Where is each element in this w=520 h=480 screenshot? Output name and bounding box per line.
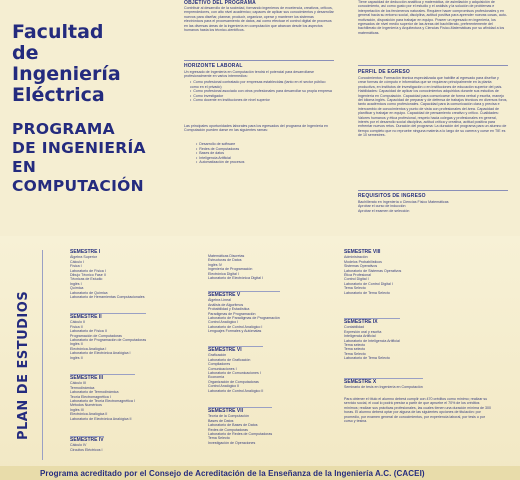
list-item: • Como investigador	[190, 94, 335, 99]
faculty-title	[12, 22, 177, 106]
course-item: Economía	[208, 375, 225, 380]
course-item: Electrónica Digital I	[208, 271, 239, 276]
course-item: Métodos Numéricos	[70, 403, 102, 408]
course-item: Inglés II	[70, 342, 83, 347]
course-item: Laboratorio de Redes de Computadoras	[208, 432, 273, 437]
semestre-2	[70, 313, 146, 360]
course-item: Investigación de Operaciones	[208, 440, 256, 445]
course-item: Programación de Computadoras	[70, 333, 122, 338]
list-item: • Inteligencia Artificial	[196, 156, 326, 161]
course-item: Técnicas de Estudio	[70, 277, 103, 282]
course-item: Laboratorio de Herramientas Computacionales	[70, 295, 145, 300]
semestre-10	[344, 378, 423, 390]
course-item: Inglés II	[70, 355, 83, 360]
section-divider	[358, 65, 508, 66]
course-item: Laboratorio de Graficación	[208, 357, 251, 362]
course-item: Análisis de Algoritmos	[208, 302, 244, 307]
semestre-title: SEMESTRE VII	[208, 407, 272, 413]
course-item: Inglés III	[70, 407, 84, 412]
perfil-egreso-text: Conocimientos: Formación técnica especializada que habilite al egresado para diseñar y crear formas de cómputo e informática que se requieran principalmente en la planta productiva, en institutos de investigación o en instituciones de educación superior del país. Habilidades: Capacidad de aplicar los conocimientos adquiridos durante sus estudios de Ingeniería en Computación. Capacidad para comunicarse de forma verbal y escrita, manejo del idioma inglés. Capacidad de preparar y de defensa de trabajos técnicos en diversos foros, tanto académicos como profesionales. Capacidad para la comunicación clara y precisa e intercambio de conocimientos y punto de vista con profesionales del área. Capacidad de planificar y trabajar en equipo. Capacidad de pensamiento creativo y crítico. Cualidades: Valores humanos y ética profesional, respeto hacia colegas y profesionales en general, interés por el desarrollo social disciplina, actitud crítica y creativa, actitud positiva para enfrentar nuevos retos. Duración del programa: La duración del programa para un alumno de tiempo completo que no repruebe ninguna materia a lo largo de su carrera y curse en TIE es de 10 semestres.	[358, 76, 508, 138]
course-item: Tema Selecto	[344, 286, 366, 291]
course-item: Control Digital I	[344, 277, 369, 282]
course-item: Laboratorio de Control Digital I	[344, 281, 393, 286]
semestre-6	[208, 346, 263, 393]
plan-title-text: PLAN DE ESTUDIOS	[16, 290, 31, 440]
faculty-title-line: Eléctrica	[12, 84, 105, 106]
course-item: Álgebra Lineal	[208, 298, 231, 303]
semestre-4	[70, 436, 104, 452]
objetivo-heading: OBJETIVO DEL PROGRAMA	[184, 0, 256, 6]
course-item: Teoría Electromagnética I	[70, 394, 111, 399]
course-item: Comunicaciones I	[208, 366, 237, 371]
list-item: • Bases de datos	[196, 151, 326, 156]
section-divider	[184, 60, 334, 61]
semestre-8	[344, 250, 401, 295]
course-item: Control Analógico II	[208, 384, 240, 389]
semestre-5	[208, 291, 280, 334]
plan-divider-line	[42, 250, 43, 460]
horizonte-list	[190, 80, 335, 103]
semestre-title: SEMESTRE IV	[70, 437, 104, 443]
course-item: Administración	[344, 255, 368, 260]
course-item: Compiladores	[208, 362, 231, 367]
course-item: Laboratorio de Inteligencia Artificial	[344, 338, 400, 343]
perfil-egreso-heading: PERFIL DE EGRESO	[358, 69, 411, 75]
course-item: Cálculo III	[70, 381, 86, 386]
course-item: Electrónica Analógica I	[70, 346, 107, 351]
course-item: Tema selecto	[344, 347, 366, 352]
accreditation-footer: Programa acreditado por el Consejo de Acreditación de la Enseñanza de la Ingeniería A.C. (CACEI)	[40, 469, 425, 478]
course-item: Laboratorio de Tema Selecto	[344, 290, 390, 295]
faculty-title-line: Facultad	[12, 21, 104, 43]
course-item: Laboratorio de Electrónica Analógica I	[70, 351, 131, 356]
course-item: Inglés I	[70, 281, 82, 286]
course-item: Física II	[70, 324, 83, 329]
course-item: Estructuras de Datos	[208, 258, 242, 263]
course-item: Tema Selecto	[344, 351, 366, 356]
semestre-title: SEMESTRE V	[208, 291, 280, 297]
course-item: Tema Selecto	[208, 436, 230, 441]
program-title-line: DE INGENIERÍA	[12, 139, 146, 157]
course-item: Laboratorio de Física I	[70, 268, 106, 273]
course-item: Laboratorio de Tema Selecto	[344, 356, 390, 361]
course-item: Laboratorio de Física II	[70, 329, 107, 334]
course-item: Teoría de la Computación	[208, 414, 249, 419]
list-item: • Como profesional asociado con otros profesionales para desarrollar su propia empresa	[190, 89, 335, 94]
faculty-title-line: de	[12, 42, 39, 64]
requisitos-heading: REQUISITOS DE INGRESO	[358, 193, 426, 199]
course-item: Laboratorio de Química	[70, 290, 108, 295]
semestre-4-continued	[208, 254, 263, 280]
course-item: Laboratorio de Teoría Electromagnética I	[70, 399, 135, 404]
course-item: Ingeniería de Programación	[208, 267, 253, 272]
course-item: Laboratorio de Termodinámica	[70, 390, 119, 395]
horizonte-heading: HORIZONTE LABORAL	[184, 63, 243, 69]
course-item: Laboratorio de Electrónica Digital I	[208, 276, 263, 281]
list-item: • Como docente en instituciones de nivel superior	[190, 98, 335, 103]
semestre-3	[70, 374, 135, 421]
list-item: Bachillerato en Ingeniería o Ciencias Físico Matemáticas	[358, 200, 449, 204]
course-item: Paradigmas de Programación	[208, 311, 256, 316]
ramas-list	[196, 142, 326, 165]
course-item: Electrónica Analógica II	[70, 412, 108, 417]
course-item: Laboratorio de Electrónica Analógica II	[70, 416, 132, 421]
course-item: Cálculo I	[70, 259, 84, 264]
semestre-title: SEMESTRE II	[70, 313, 146, 319]
course-item: Inglés IV	[208, 262, 222, 267]
course-item: Probabilidad y Estadística	[208, 307, 250, 312]
section-divider	[358, 190, 508, 191]
course-item: Álgebra Superior	[70, 255, 97, 260]
course-item: Laboratorio de Comunicaciones I	[208, 371, 261, 376]
semestre-1	[70, 250, 145, 299]
titulacion-text: Para obtener el título el alumno deberá cumplir con 470 créditos como mínimo; realizar su servicio social, el cual lo podrá prestar a partir de que apruebe el 70% de los créditos mínimos; realizar sus prácticas profesionales, las cuales tienen una duración mínima de 300 horas. El alumno deberá optar por alguna de las siguientes opciones de titulación: por promedio, por examen general de conocimientos, por experiencia laboral, por tesis o por curso y tesina.	[344, 397, 492, 424]
objetivo-text: Contribuir al desarrollo de la sociedad, formando ingenieros de excelencia, creativos, críticos, emprendedores, con alto nivel académico; capaces de aplicar sus conocimientos y desarrollar nuevos para diseñar, planear, producir, organizar, operar y mantener los sistemas electrónicos para el procesamiento de datos, así como efectuar el control digital de procesos en las diversas áreas de la ingeniería en computación que abarcan desde los aspectos humanos hasta los técnico-científicos.	[184, 6, 334, 33]
list-item: Aprobar el curso de inducción	[358, 204, 406, 209]
list-item: • Automatización de procesos	[196, 160, 326, 165]
horizonte-intro: Un egresado de Ingeniería en Computación tendrá el potencial para desarrollarse profesionalmente en varios intermedios:	[184, 70, 315, 79]
program-title-line: COMPUTACIÓN	[12, 177, 144, 195]
semestre-7	[208, 407, 272, 445]
course-item: Circuitos Eléctricos I	[70, 447, 103, 452]
course-item: Física I	[70, 264, 82, 269]
course-item: Redes de Computadoras	[208, 427, 248, 432]
program-title-line: EN	[12, 158, 37, 176]
list-item: Aprobar el examen de selección	[358, 208, 410, 213]
program-title	[12, 120, 182, 196]
course-item: Organización de Computadoras	[208, 379, 259, 384]
course-item: Contabilidad	[344, 325, 364, 330]
course-item: Inteligencia Artificial	[344, 334, 376, 339]
course-item: Cálculo II	[70, 320, 85, 325]
requisitos-list	[358, 200, 508, 213]
semestre-title: SEMESTRE X	[344, 378, 423, 384]
course-item: Química	[70, 286, 84, 291]
semestre-title: SEMESTRE IX	[344, 318, 400, 324]
program-title-line: PROGRAMA	[12, 120, 115, 138]
semestre-9	[344, 318, 400, 361]
list-item: • Como profesional contratado por empresas establecidas (tanto en el sector público como en el privado)	[190, 80, 335, 89]
course-item: Control Analógico I	[208, 320, 239, 325]
semestre-title: SEMESTRE I	[70, 249, 101, 255]
course-item: Sistemas Operativos	[344, 264, 378, 269]
course-item: Tema selecto	[344, 343, 366, 348]
list-item: • Desarrollo de software	[196, 142, 326, 147]
course-item: Laboratorio de Control Analógico II	[208, 388, 264, 393]
course-item: Ética Profesional	[344, 273, 371, 278]
course-item: Dibujo Técnico Fase II	[70, 273, 106, 278]
horizonte-outro: Las principales oportunidades laborales para los egresados del programa de Ingeniería en Computación pueden darse en las siguientes ramas:	[184, 124, 329, 133]
course-item: Laboratorio de Programación de Computadoras	[70, 338, 147, 343]
course-item: Matemáticas Discretas	[208, 254, 245, 258]
course-item: Expresión oral y escrita	[344, 329, 382, 334]
perfil-ingreso-text: Tiene capacidad de deducción analítica y matemática, de asimilación y adquisición de conocimiento, así como gusto por el estudio y el análisis y la solución de problemas e interpretación de los fenómenos naturales. Requiere hacer compromisos profesionales y en general hacia su entorno social, disciplina, actitud positiva para aprender nuevas cosas, auto-motivación, disposición para trabajar en equipo. Poseer un egresado en ingeniería, los egresados de nivel medio superior de las áreas del bachillerato, preferentemente del bachillerato de Ingeniería y Arquitectura y Ciencias Físico-Matemáticas por su afinidad a los matemáticas.	[358, 0, 508, 35]
course-item: Termodinámica	[70, 385, 95, 390]
course-item: Graficación	[208, 353, 227, 358]
course-item: Seminario de tesis en Ingeniería en Computación	[344, 385, 423, 390]
course-item: Laboratorio de Control Analógico I	[208, 324, 263, 329]
course-item: Laboratorio de Paradigmas de Programación	[208, 316, 280, 321]
course-item: Laboratorio de Bases de Datos	[208, 423, 258, 428]
semestre-title: SEMESTRE III	[70, 374, 135, 380]
course-item: Cálculo IV	[70, 443, 87, 448]
course-item: Modelos Probabilísticos	[344, 259, 382, 264]
semestre-title: SEMESTRE VIII	[344, 249, 381, 255]
faculty-title-line: Ingeniería	[12, 63, 121, 85]
course-item: Bases de Datos	[208, 418, 234, 423]
list-item: • Redes de Computadoras	[196, 147, 326, 152]
course-item: Lenguajes Formales y Autómatas	[208, 329, 262, 334]
course-item: Laboratorio de Sistemas Operativos	[344, 268, 402, 273]
semestre-title: SEMESTRE VI	[208, 346, 263, 352]
